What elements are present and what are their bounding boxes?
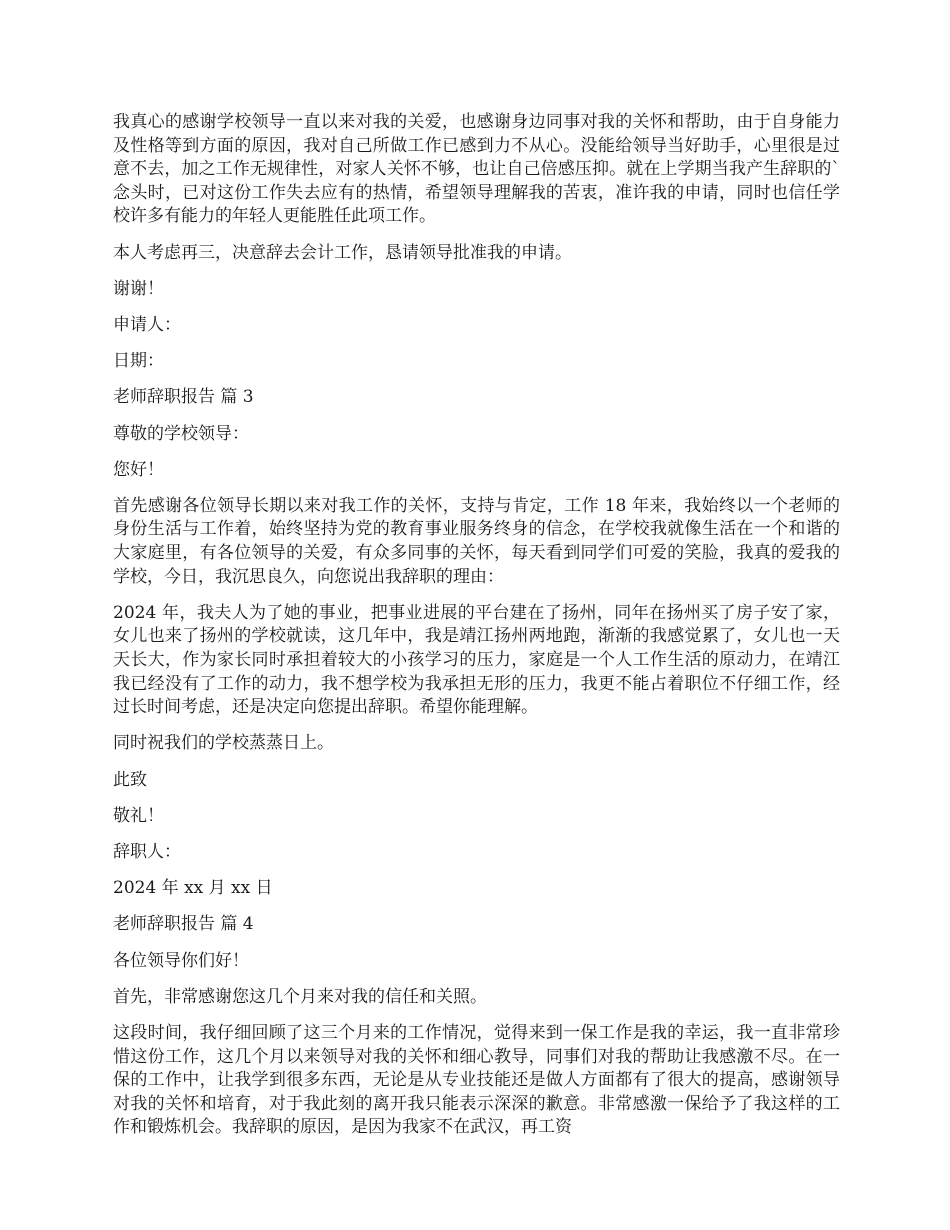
- paragraph-resign-decision: 本人考虑再三，决意辞去会计工作，恳请领导批准我的申请。: [113, 242, 572, 263]
- paragraph-resign-reason: 2024 年，我夫人为了她的事业，把事业进展的平台建在了扬州，同年在扬州买了房子安了家，女儿也来了扬州的学校就读，这几年中，我是靖江扬州两地跑，渐渐的我感觉累了，女儿也一天天长大，作为家长同时承担着较大的小孩学习的压力，家庭是一个人工作生活的原动力，在靖江我已经没有了工作的动力，我不想学校为我承担无形的压力，我更不能占着职位不仔细工作，经过长时间考虑，还是决定向您提出辞职。希望你能理解。: [113, 602, 840, 718]
- section-heading-4: 老师辞职报告 篇 4: [113, 914, 254, 935]
- document-body: [113, 111, 840, 1152]
- paragraph-appreciation: 首先，非常感谢您这几个月来对我的信任和关照。: [113, 986, 487, 1007]
- salutation-school-leaders: 尊敬的学校领导：: [113, 423, 249, 444]
- salutation-leaders: 各位领导你们好！: [113, 950, 249, 971]
- paragraph-gratitude: 我真心的感谢学校领导一直以来对我的关爱，也感谢身边同事对我的关怀和帮助，由于自身能力及性格等到方面的原因，我对自己所做工作已感到力不从心。没能给领导当好助手，心里很是过意不去，加之工作无规律性，对家人关怀不够，也让自己倍感压抑。就在上学期当我产生辞职的`念头时，已对这份工作失去应有的热情，希望领导理解我的苦衷，准许我的申请，同时也信任学校许多有能力的年轻人更能胜任此项工作。: [113, 112, 840, 227]
- closing-cizhi: 此致: [113, 769, 147, 790]
- resigner-label: 辞职人：: [113, 841, 181, 862]
- closing-jingli: 敬礼！: [113, 805, 164, 826]
- paragraph-thanks: 谢谢！: [113, 278, 164, 299]
- date-label: 日期：: [113, 351, 164, 372]
- applicant-label: 申请人：: [113, 314, 181, 335]
- paragraph-wishes: 同时祝我们的学校蒸蒸日上。: [113, 733, 334, 754]
- greeting-hello: 您好！: [113, 459, 164, 480]
- paragraph-thanks-leaders: 首先感谢各位领导长期以来对我工作的关怀，支持与肯定，工作 18 年来，我始终以一个老师的身份生活与工作着，始终坚持为党的教育事业服务终身的信念，在学校我就像生活在一个和谐的大家庭里，有各位领导的关爱，有众多同事的关怀，每天看到同学们可爱的笑脸，我真的爱我的学校，今日，我沉思良久，向您说出我辞职的理由：: [113, 495, 840, 587]
- paragraph-review: 这段时间，我仔细回顾了这三个月来的工作情况，觉得来到一保工作是我的幸运，我一直非常珍惜这份工作，这几个月以来领导对我的关怀和细心教导，同事们对我的帮助让我感激不尽。在一保的工作中，让我学到很多东西，无论是从专业技能还是做人方面都有了很大的提高，感谢领导对我的关怀和培育，对于我此刻的离开我只能表示深深的歉意。非常感激一保给予了我这样的工作和锻炼机会。我辞职的原因，是因为我家不在武汉，再工资: [113, 1022, 840, 1138]
- section-heading-3: 老师辞职报告 篇 3: [113, 387, 254, 408]
- signature-date: 2024 年 xx 月 xx 日: [113, 878, 273, 899]
